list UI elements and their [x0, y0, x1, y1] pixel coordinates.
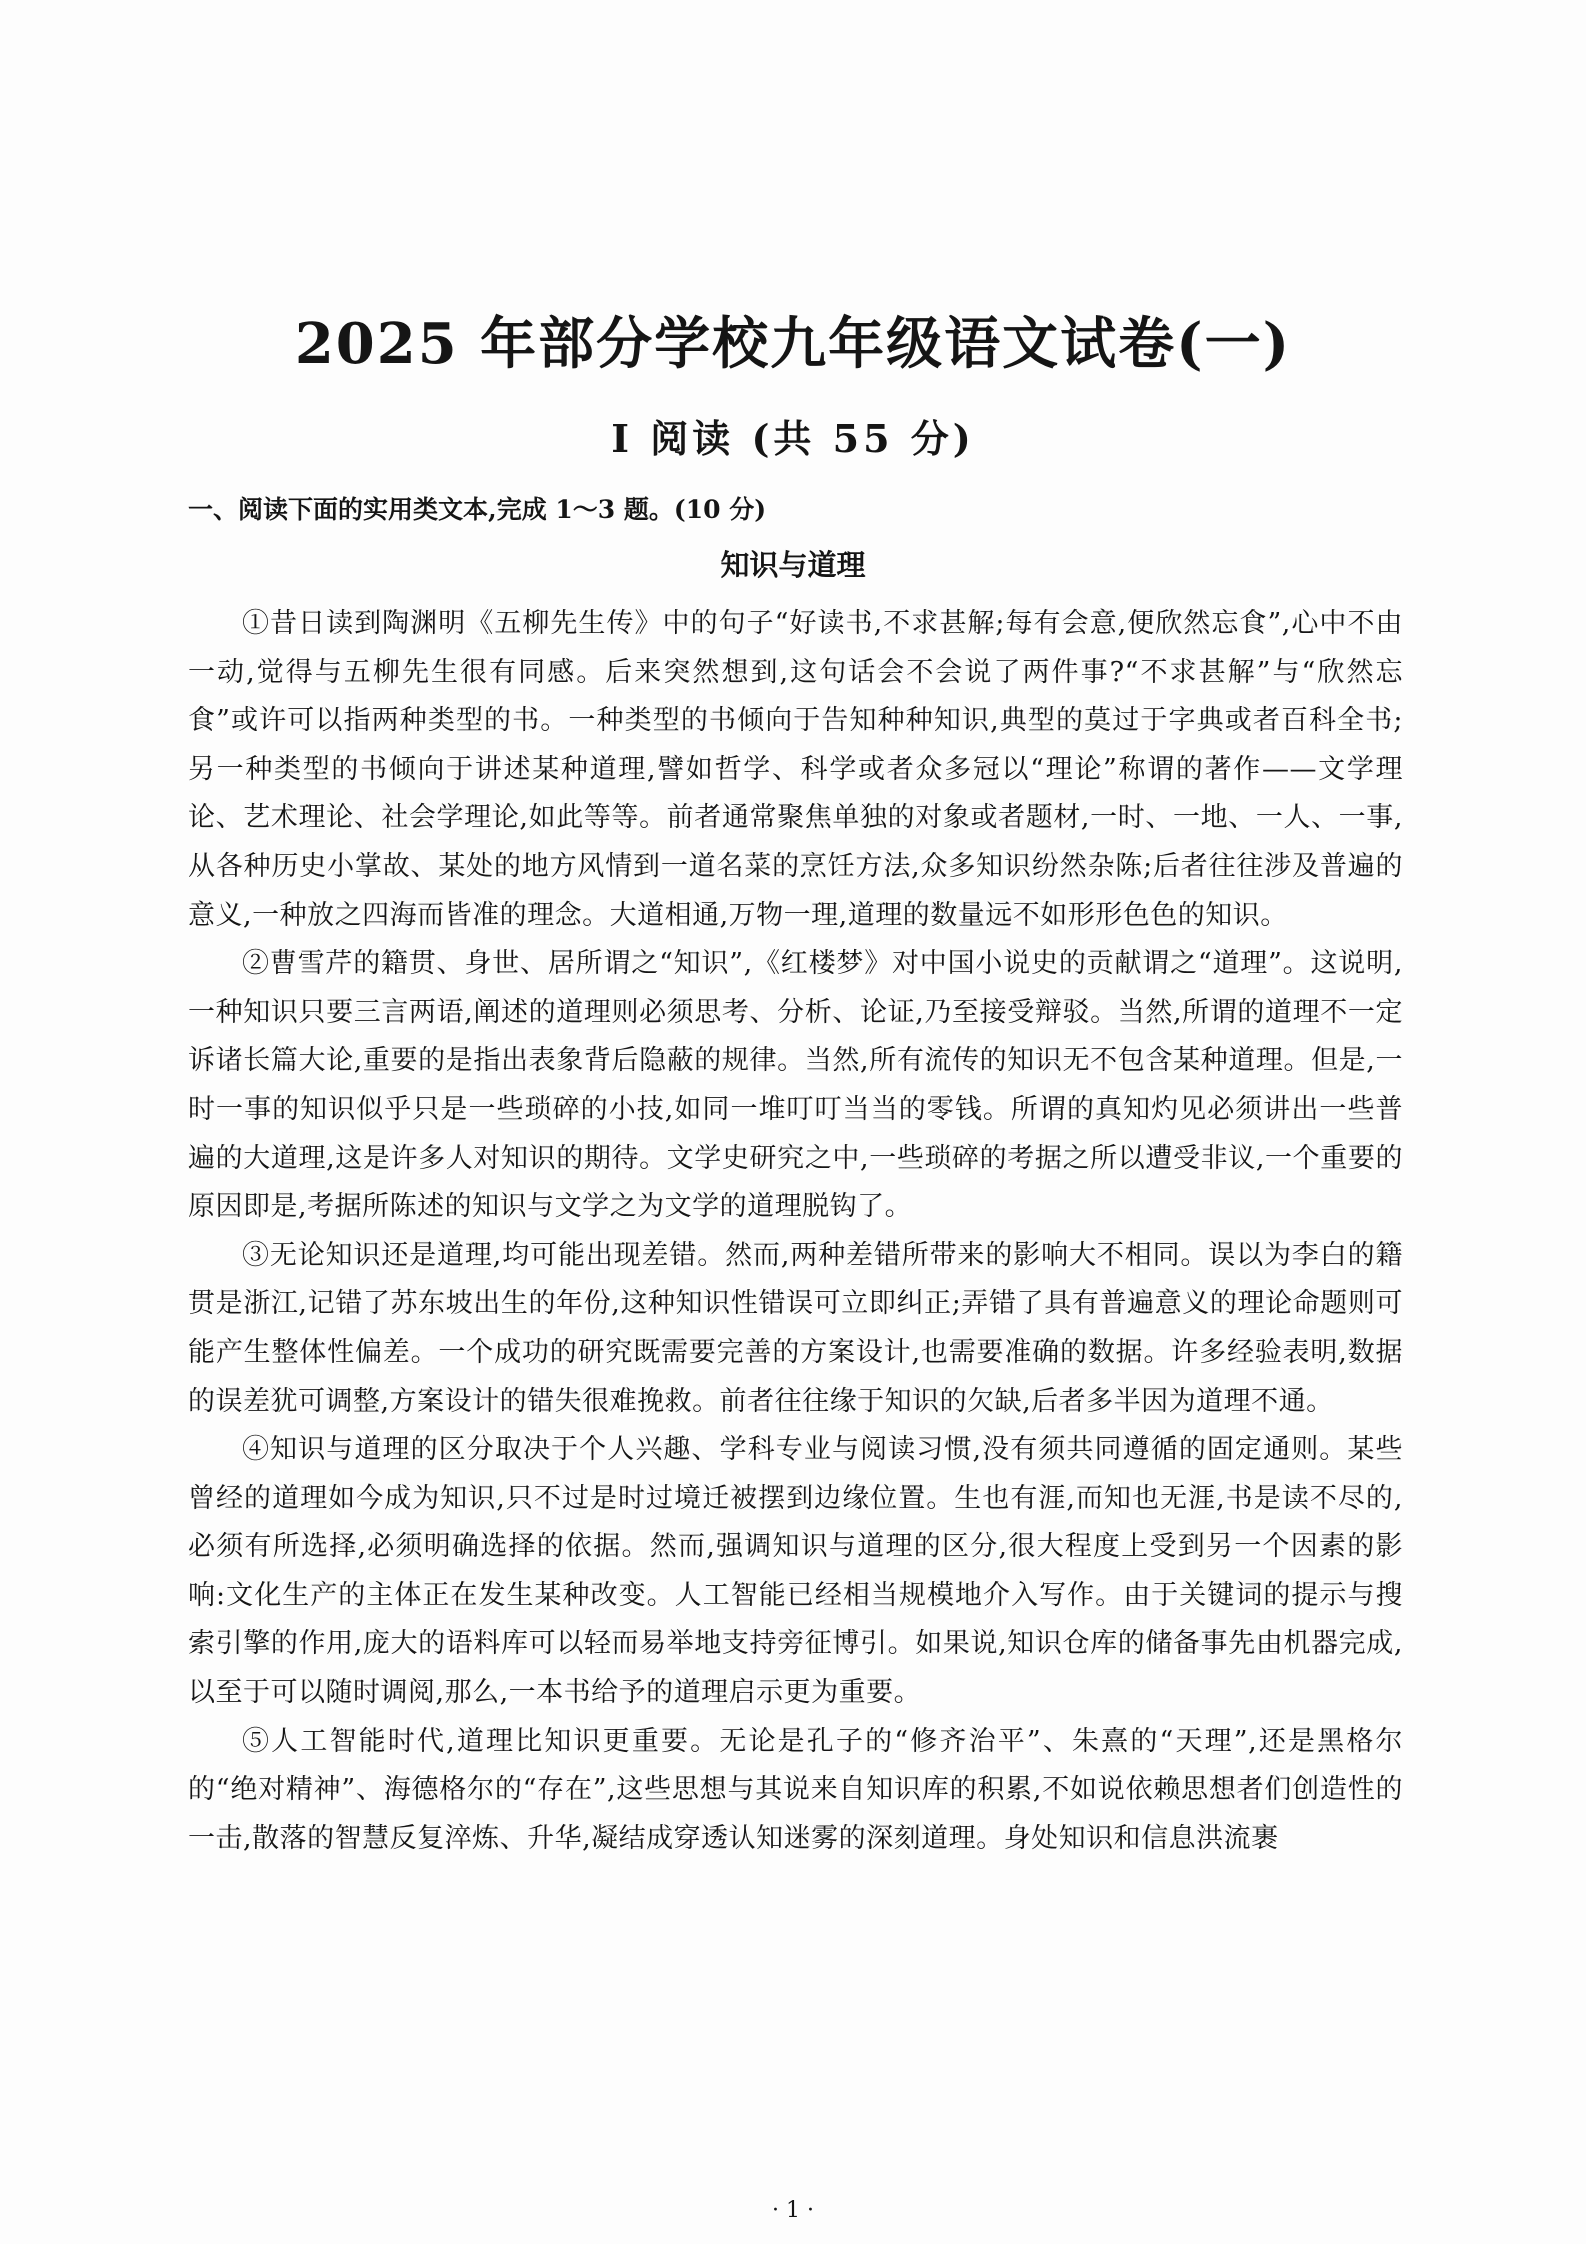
- article-paragraph-3: ③无论知识还是道理,均可能出现差错。然而,两种差错所带来的影响大不相同。误以为李白的籍贯是浙江,记错了苏东坡出生的年份,这种知识性错误可立即纠正;弄错了具有普遍意义的理论命题则可能产生整体性偏差。一个成功的研究既需要完善的方案设计,也需要准确的数据。许多经验表明,数据的误差犹可调整,方案设计的错失很难挽救。前者往往缘于知识的欠缺,后者多半因为道理不通。: [188, 1239, 1403, 1417]
- exam-title: 2025 年部分学校九年级语文试卷(一): [294, 311, 1292, 377]
- question-heading: 一、阅读下面的实用类文本,完成 1～3 题。(10 分): [188, 495, 767, 524]
- article-paragraph-5: ⑤人工智能时代,道理比知识更重要。无论是孔子的“修齐治平”、朱熹的“天理”,还是黑格尔的“绝对精神”、海德格尔的“存在”,这些思想与其说来自知识库的积累,不如说依赖思想者们创造性的一击,散落的智慧反复淬炼、升华,凝结成穿透认知迷雾的深刻道理。身处知识和信息洪流裹: [188, 1725, 1403, 1854]
- article-paragraph-4: ④知识与道理的区分取决于个人兴趣、学科专业与阅读习惯,没有须共同遵循的固定通则。某些曾经的道理如今成为知识,只不过是时过境迁被摆到边缘位置。生也有涯,而知也无涯,书是读不尽的,必须有所选择,必须明确选择的依据。然而,强调知识与道理的区分,很大程度上受到另一个因素的影响:文化生产的主体正在发生某种改变。人工智能已经相当规模地介入写作。由于关键词的提示与搜索引擎的作用,庞大的语料库可以轻而易举地支持旁征博引。如果说,知识仓库的储备事先由机器完成,以至于可以随时调阅,那么,一本书给予的道理启示更为重要。: [188, 1434, 1403, 1709]
- article-body: [188, 600, 1403, 1863]
- article-paragraph-1: ①昔日读到陶渊明《五柳先生传》中的句子“好读书,不求甚解;每有会意,便欣然忘食”,心中不由一动,觉得与五柳先生很有同感。后来突然想到,这句话会不会说了两件事?“不求甚解”与“欣然忘食”或许可以指两种类型的书。一种类型的书倾向于告知种种知识,典型的莫过于字典或者百科全书;另一种类型的书倾向于讲述某种道理,譬如哲学、科学或者众多冠以“理论”称谓的著作——文学理论、艺术理论、社会学理论,如此等等。前者通常聚焦单独的对象或者题材,一时、一地、一人、一事,从各种历史小掌故、某处的地方风情到一道名菜的烹饪方法,众多知识纷然杂陈;后者往往涉及普遍的意义,一种放之四海而皆准的理念。大道相通,万物一理,道理的数量远不如形形色色的知识。: [188, 608, 1403, 931]
- article-paragraph-2: ②曹雪芹的籍贯、身世、居所谓之“知识”,《红楼梦》对中国小说史的贡献谓之“道理”。这说明,一种知识只要三言两语,阐述的道理则必须思考、分析、论证,乃至接受辩驳。当然,所谓的道理不一定诉诸长篇大论,重要的是指出表象背后隐蔽的规律。当然,所有流传的知识无不包含某种道理。但是,一时一事的知识似乎只是一些琐碎的小技,如同一堆叮叮当当的零钱。所谓的真知灼见必须讲出一些普遍的大道理,这是许多人对知识的期待。文学史研究之中,一些琐碎的考据之所以遭受非议,一个重要的原因即是,考据所陈述的知识与文学之为文学的道理脱钩了。: [188, 948, 1403, 1223]
- article-title: 知识与道理: [720, 548, 866, 582]
- section-title: Ⅰ 阅读 (共 55 分): [611, 416, 975, 461]
- page-number: · 1 ·: [772, 2198, 814, 2223]
